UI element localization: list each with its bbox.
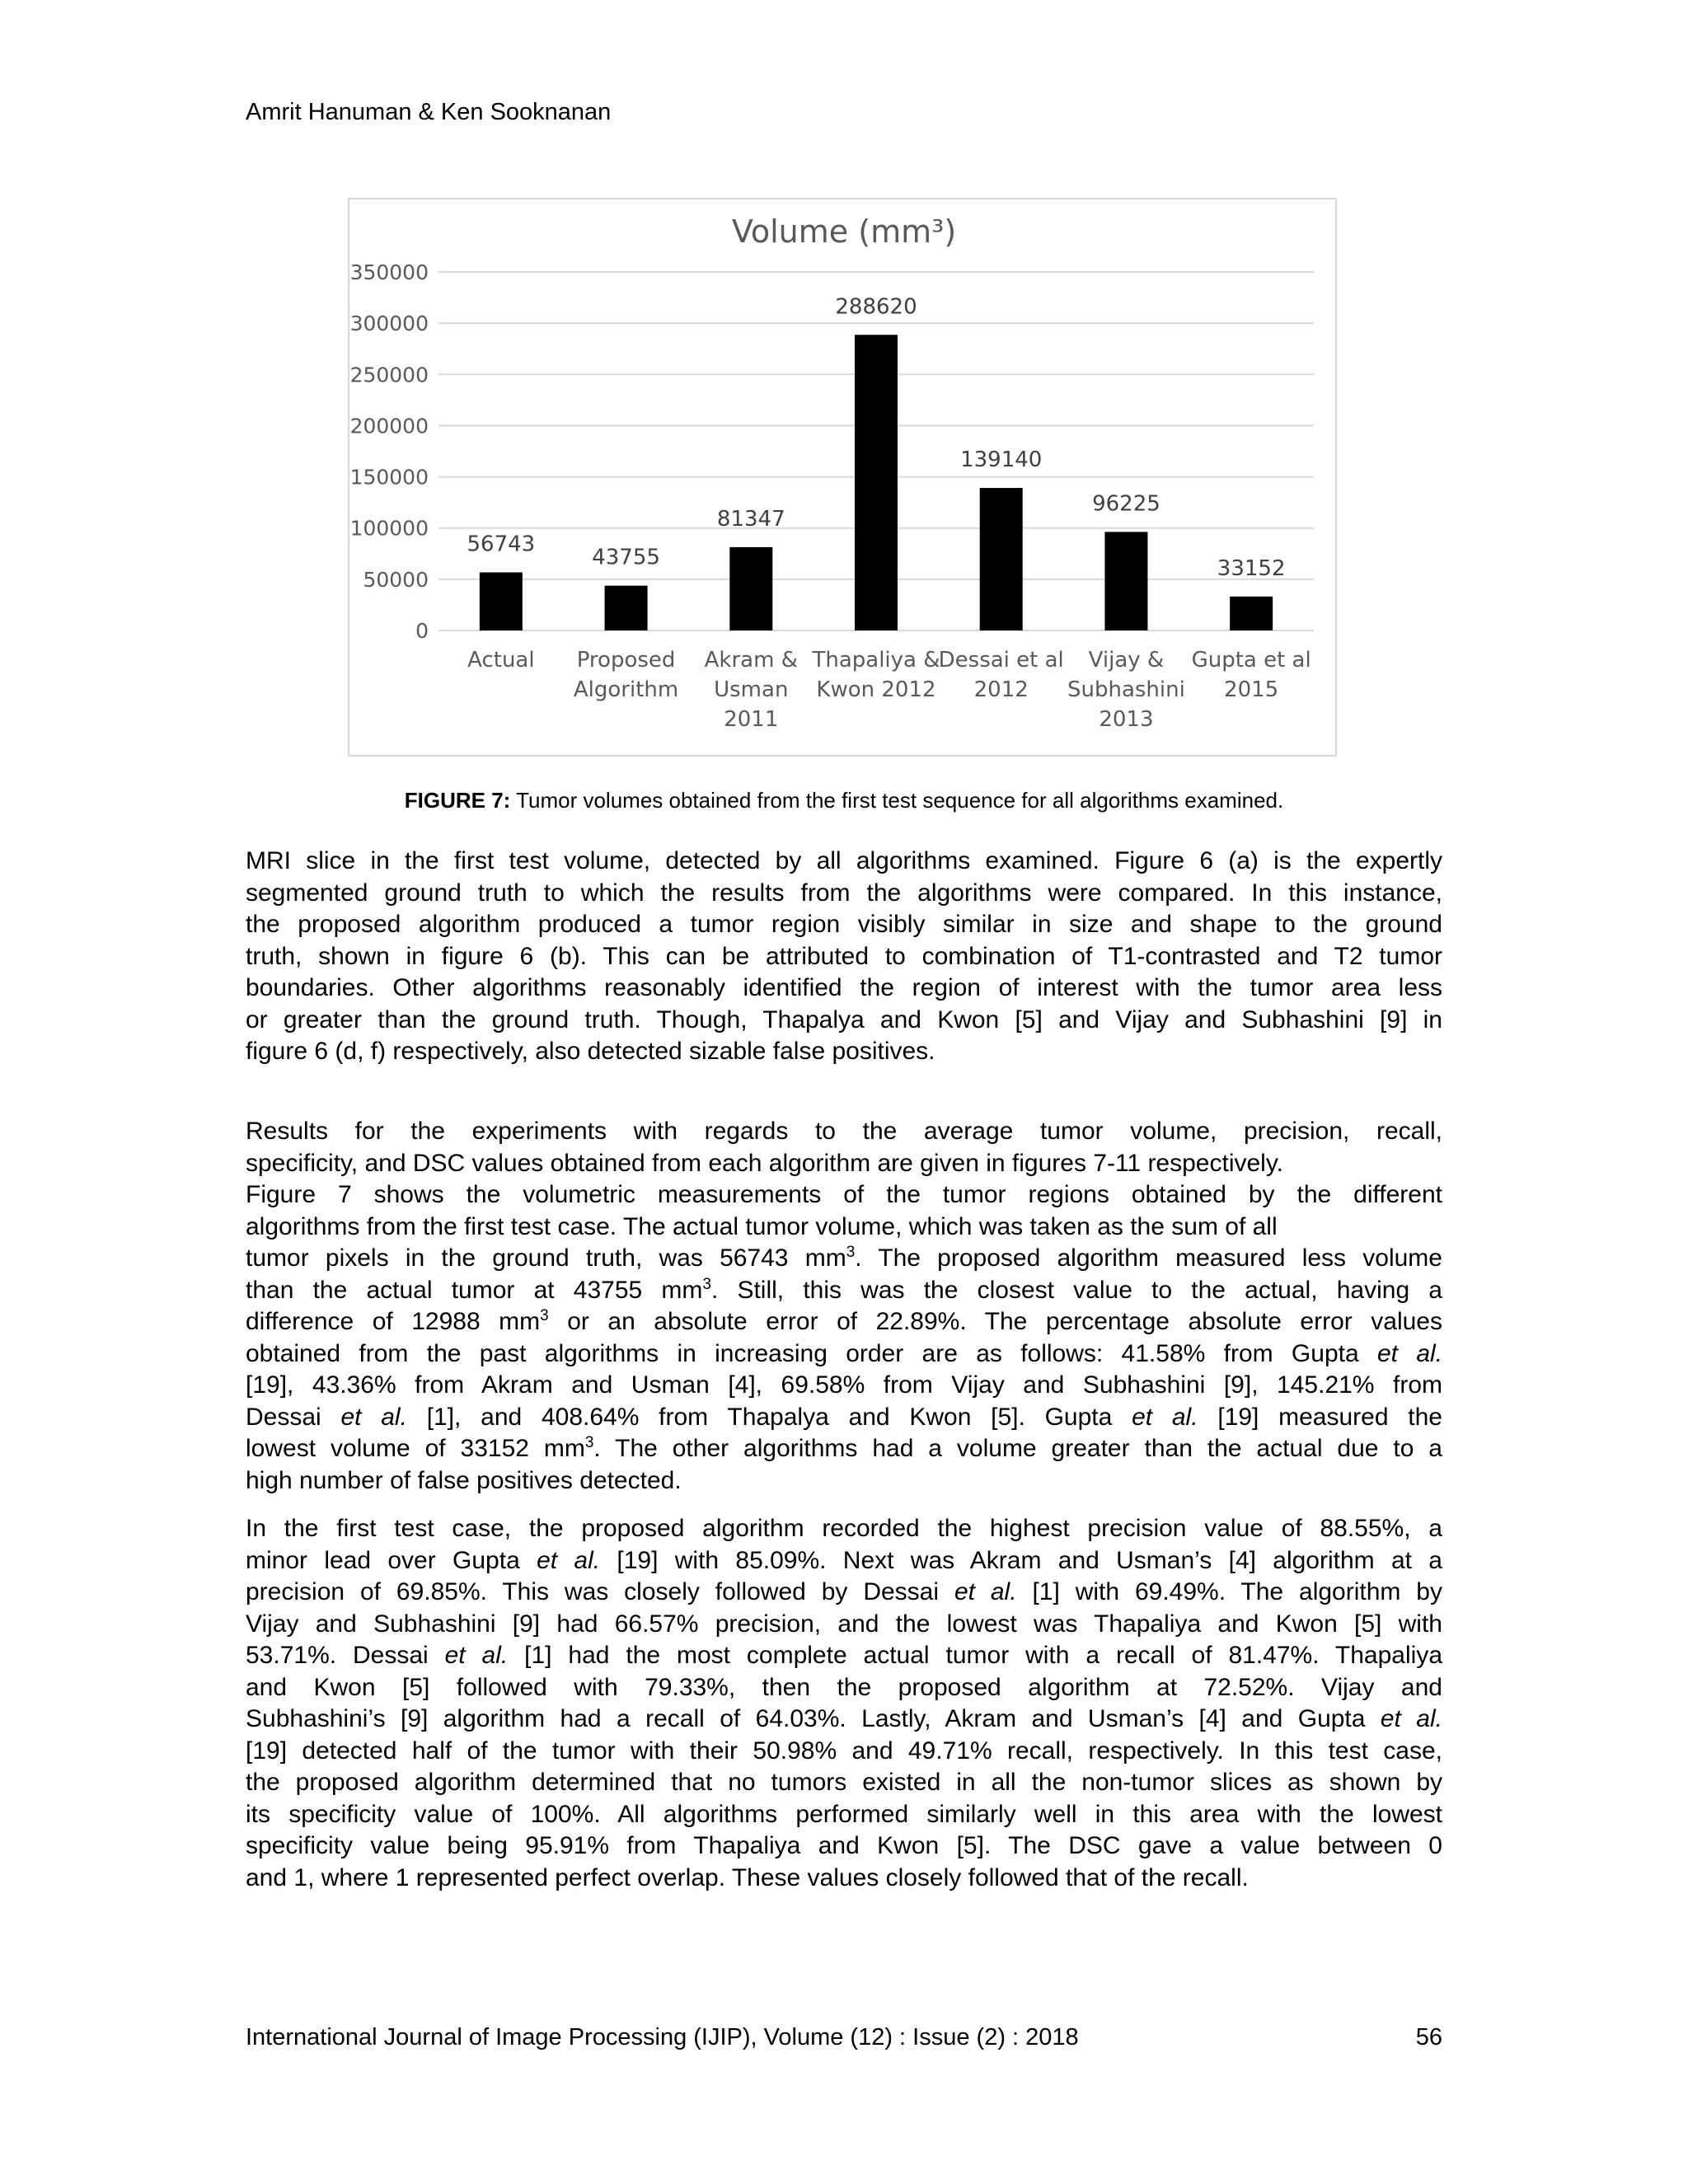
text-run: . The proposed algorithm measured less volume — [855, 1244, 1442, 1272]
data-label: 139140 — [960, 448, 1043, 473]
x-tick-label: 2012 — [973, 677, 1029, 702]
data-label: 43755 — [592, 545, 660, 570]
x-tick-label: Dessai et al — [938, 648, 1064, 673]
text-line — [246, 1243, 1442, 1275]
paragraph-1 — [246, 846, 1442, 1068]
text-line: specificity, and DSC values obtained from each algorithm are given in figures 7-11 respectively. — [246, 1149, 1283, 1177]
x-tick-label: Akram & — [704, 648, 798, 673]
page-footer: International Journal of Image Processing (IJIP), Volume (12) : Issue (2) : 2018 — [246, 2024, 1079, 2050]
x-tick-label: 2013 — [1099, 707, 1154, 732]
text-run: or an absolute error of 22.89%. The percentage absolute error values — [548, 1308, 1442, 1335]
text-line: the proposed algorithm determined that no tumors existed in all the non-tumor slices as shown by — [246, 1769, 1442, 1796]
text-line: Figure 7 shows the volumetric measurements of the tumor regions obtained by the different — [246, 1181, 1442, 1208]
text-line: and 1, where 1 represented perfect overlap. These values closely followed that of the recall. — [246, 1863, 1249, 1891]
text-line: high number of false positives detected. — [246, 1466, 682, 1494]
chart-title: Volume (mm³) — [731, 213, 957, 250]
text-line — [246, 1545, 1442, 1577]
text-line: [19], 43.36% from Akram and Usman [4], 69.58% from Vijay and Subhashini [9], 145.21% from — [246, 1371, 1442, 1399]
italic-text: et al. — [1132, 1403, 1198, 1431]
text-line: algorithms from the first test case. The actual tumor volume, which was taken as the sum of all — [246, 1212, 1278, 1240]
text-line: MRI slice in the first test volume, detected by all algorithms examined. Figure 6 (a) is the expertly — [246, 847, 1442, 874]
text-run: than the actual tumor at 43755 mm — [246, 1276, 703, 1304]
x-tick-label: Actual — [467, 648, 535, 673]
x-tick-label: Vijay & — [1088, 648, 1165, 673]
superscript: 3 — [702, 1275, 711, 1293]
text-line — [246, 1338, 1442, 1371]
text-line — [246, 1306, 1442, 1338]
x-tick-label: Algorithm — [573, 677, 679, 702]
y-tick-label: 100000 — [349, 516, 429, 541]
x-tick-label: Proposed — [576, 648, 676, 673]
data-label: 96225 — [1092, 491, 1160, 517]
bar — [980, 488, 1023, 630]
x-tick-label: Gupta et al — [1191, 648, 1311, 673]
text-line — [246, 1577, 1442, 1609]
data-label: 288620 — [835, 294, 917, 320]
text-line: Results for the experiments with regards to the average tumor volume, precision, recall, — [246, 1118, 1442, 1145]
text-run: [19] with 85.09%. Next was Akram and Usman’s [4] algorithm at a — [600, 1546, 1442, 1574]
text-line: Vijay and Subhashini [9] had 66.57% precision, and the lowest was Thapaliya and Kwon [5] with — [246, 1610, 1442, 1638]
x-tick-label: Thapaliya & — [812, 648, 940, 673]
italic-text: et al. — [954, 1578, 1017, 1605]
y-tick-label: 300000 — [349, 312, 429, 336]
y-tick-label: 0 — [415, 619, 429, 643]
text-line: [19] detected half of the tumor with their 50.98% and 49.71% recall, respectively. In this test case, — [246, 1736, 1442, 1765]
text-run: difference of 12988 mm — [246, 1308, 541, 1335]
text-line — [246, 1433, 1442, 1465]
bar — [729, 547, 772, 630]
x-tick-label: Subhashini — [1067, 677, 1185, 702]
text-line: the proposed algorithm produced a tumor region visibly similar in size and shape to the ground — [246, 911, 1442, 938]
bar — [855, 335, 898, 630]
paragraph-3 — [246, 1513, 1442, 1894]
italic-text: et al. — [340, 1403, 407, 1431]
text-run: obtained from the past algorithms in increasing order are as follows: 41.58% from Gupta — [246, 1339, 1377, 1367]
text-line: and Kwon [5] followed with 79.33%, then the proposed algorithm at 72.52%. Vijay and — [246, 1673, 1442, 1701]
text-run: minor lead over Gupta — [246, 1546, 537, 1574]
text-line — [246, 1402, 1442, 1434]
y-tick-label: 350000 — [349, 260, 429, 284]
superscript: 3 — [584, 1434, 594, 1451]
text-line: truth, shown in figure 6 (b). This can be attributed to combination of T1-contrasted and T2 tumor — [246, 942, 1442, 970]
x-tick-label: 2015 — [1224, 677, 1279, 702]
data-label: 81347 — [716, 506, 785, 532]
data-label: 56743 — [467, 532, 536, 557]
text-line: its specificity value of 100%. All algorithms performed similarly well in this area with the lowest — [246, 1800, 1442, 1828]
superscript: 3 — [846, 1244, 856, 1261]
bar — [480, 572, 523, 630]
text-line: In the first test case, the proposed algorithm recorded the highest precision value of 88.55%, a — [246, 1515, 1442, 1542]
text-line: figure 6 (d, f) respectively, also detected sizable false positives. — [246, 1038, 935, 1065]
text-run: [1], and 408.64% from Thapalya and Kwon [5]. Gupta — [406, 1403, 1132, 1431]
text-run: 53.71%. Dessai — [246, 1642, 445, 1669]
figure-caption — [246, 788, 1442, 813]
paragraph-2 — [246, 1116, 1442, 1497]
italic-text: et al. — [537, 1546, 601, 1574]
y-tick-label: 250000 — [349, 363, 429, 387]
x-tick-label: 2011 — [724, 707, 779, 732]
text-line: boundaries. Other algorithms reasonably identified the region of interest with the tumor area less — [246, 974, 1442, 1001]
bar-chart-svg — [349, 199, 1339, 758]
text-run: lowest volume of 33152 mm — [246, 1435, 585, 1462]
caption-text: Tumor volumes obtained from the first test sequence for all algorithms examined. — [510, 788, 1284, 813]
italic-text: et al. — [1376, 1339, 1443, 1367]
text-run: Subhashini’s [9] algorithm had a recall of 64.03%. Lastly, Akram and Usman’s [4] and Gupta — [246, 1705, 1381, 1732]
superscript: 3 — [540, 1307, 549, 1324]
text-line — [246, 1275, 1442, 1307]
y-tick-label: 150000 — [349, 465, 429, 490]
running-header: Amrit Hanuman & Ken Sooknanan — [246, 99, 612, 125]
text-run: precision of 69.85%. This was closely followed by Dessai — [246, 1578, 954, 1605]
text-line: specificity value being 95.91% from Thapaliya and Kwon [5]. The DSC gave a value between 0 — [246, 1832, 1442, 1859]
data-label: 33152 — [1217, 555, 1286, 581]
italic-text: et al. — [1380, 1705, 1442, 1732]
x-tick-label: Kwon 2012 — [816, 677, 936, 702]
text-run: [1] had the most complete actual tumor with a recall of 81.47%. Thapaliya — [508, 1642, 1443, 1669]
text-run: Dessai — [246, 1403, 341, 1431]
text-run: [19] measured the — [1198, 1403, 1442, 1431]
text-line: or greater than the ground truth. Though, Thapalya and Kwon [5] and Vijay and Subhashini [9] in — [246, 1005, 1442, 1033]
text-run: [1] with 69.49%. The algorithm by — [1016, 1578, 1442, 1605]
text-line — [246, 1704, 1442, 1736]
bar — [1104, 532, 1147, 630]
text-run: . The other algorithms had a volume greater than the actual due to a — [593, 1435, 1442, 1462]
bar — [605, 586, 648, 630]
caption-label: FIGURE 7: — [404, 788, 511, 813]
y-tick-label: 50000 — [363, 567, 429, 592]
italic-text: et al. — [444, 1642, 509, 1669]
text-line — [246, 1640, 1442, 1672]
page-number: 56 — [1415, 2024, 1442, 2050]
x-tick-label: Usman — [714, 677, 789, 702]
figure-7-chart — [348, 198, 1337, 757]
text-run: . Still, this was the closest value to the actual, having a — [710, 1276, 1442, 1304]
bar — [1230, 597, 1273, 630]
text-line: segmented ground truth to which the results from the algorithms were compared. In this instance, — [246, 879, 1442, 907]
text-run: tumor pixels in the ground truth, was 56743 mm — [246, 1244, 846, 1272]
y-tick-label: 200000 — [349, 414, 429, 438]
